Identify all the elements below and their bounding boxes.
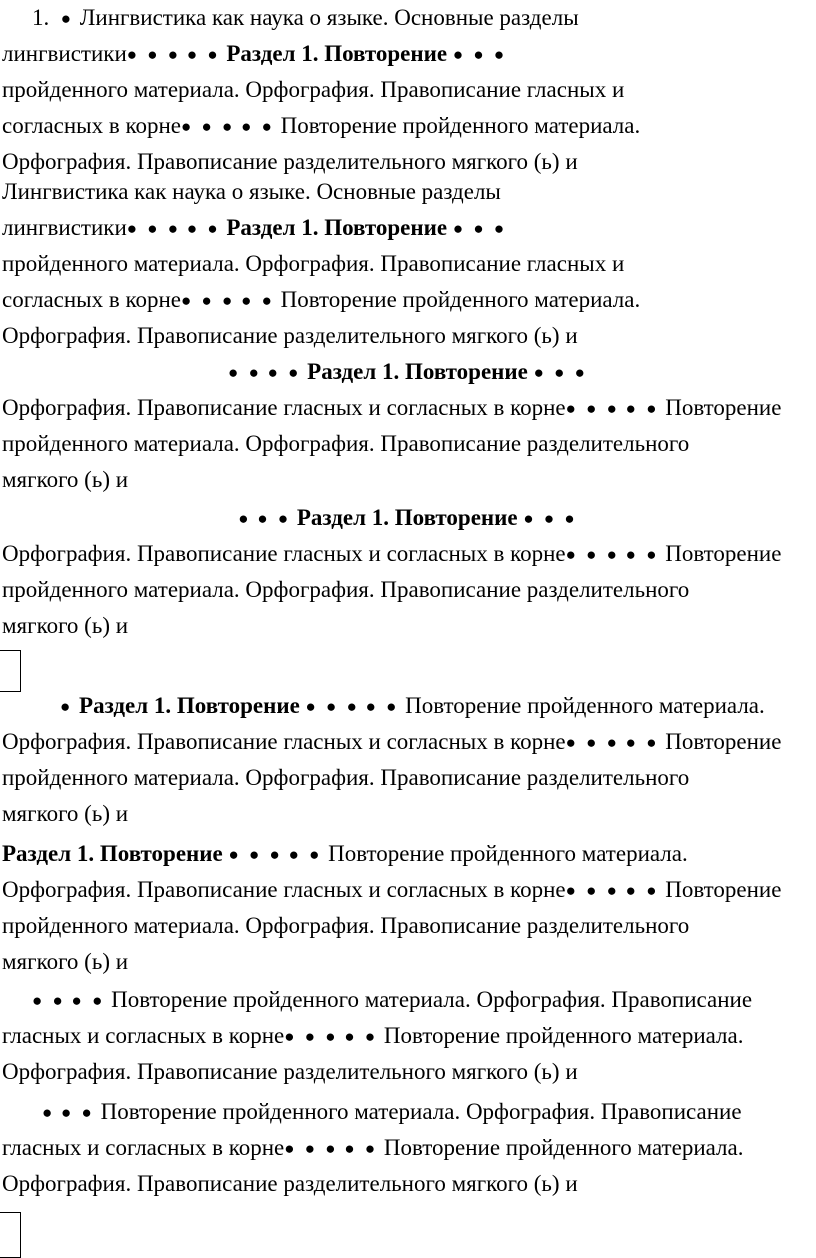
section-heading: Раздел 1. Повторение [226,41,448,66]
text-fragment: Повторение пройденного материала. [280,287,641,312]
bullet-group-icon: ● ● [625,733,660,752]
text-fragment: пройденного материала. Орфография. Правописание разделительного [2,577,690,602]
bullet-icon: ● [238,509,252,528]
text-line [2,72,814,108]
text-fragment: Лингвистика как наука о языке. Основные разделы [79,5,579,30]
text-line [2,0,814,36]
bullet-group-icon: ● ● [241,291,275,310]
text-fragment: Орфография. Правописание гласных и согласных в корне [2,729,566,754]
section-heading: Раздел 1. Повторение [79,693,300,718]
bullet-group-icon: ● ● ● [284,1027,339,1046]
text-line [2,688,814,724]
text-line [2,760,814,796]
text-line [2,210,814,246]
text-line [2,1054,814,1090]
list-number: 1. [32,5,50,30]
text-fragment: мягкого (ь) и [2,949,129,974]
text-fragment: Повторение пройденного материала. [383,1135,744,1160]
text-fragment: Повторение пройденного материала. Орфография. Правописание [100,1099,742,1124]
text-fragment: пройденного материала. Орфография. Правописание разделительного [2,913,690,938]
text-fragment: Орфография. Правописание разделительного мягкого (ь) и [2,149,578,174]
paragraph-2 [2,174,814,354]
text-line [2,872,814,908]
text-line [2,354,814,390]
bullet-group-icon: ● ● ● [565,881,620,900]
text-line [2,1094,814,1130]
bullet-group-icon: ● ● ● [565,733,620,752]
bullet-group-icon: ● ● [61,1103,95,1122]
text-line [2,174,814,210]
text-fragment: пройденного материала. Орфография. Правописание гласных и [2,77,625,102]
text-line [2,944,814,980]
bullet-group-icon: ● ● [365,697,400,716]
section-heading: Раздел 1. Повторение [296,505,518,530]
paragraph-4 [2,500,814,644]
text-fragment: гласных и согласных в корне [2,1023,285,1048]
paragraph-5 [2,688,814,832]
text-fragment: Повторение пройденного материала. [405,693,765,718]
bullet-group-icon: ● ● ● [181,117,236,136]
bullet-group-icon: ● ● ● [284,1139,339,1158]
paragraph-8 [2,1094,814,1202]
section-heading: Раздел 1. Повторение [2,841,223,866]
text-line [2,1018,814,1054]
bullet-group-icon: ● ● [344,1027,379,1046]
text-fragment: лингвистики [2,215,127,240]
text-fragment: Повторение [665,395,782,420]
paragraph-7 [2,982,814,1090]
bullet-group-icon: ● ● [625,881,660,900]
text-line [2,462,814,498]
bullet-icon: ● [60,697,74,716]
paragraph-6 [2,836,814,980]
bullet-group-icon: ● ● ● [523,509,578,528]
text-fragment: мягкого (ь) и [2,613,129,638]
text-line [2,246,814,282]
text-line [2,724,814,760]
text-fragment: гласных и согласных в корне [2,1135,285,1160]
bullet-group-icon: ● ● [267,363,302,382]
text-fragment: Повторение [665,877,782,902]
text-fragment: согласных в корне [2,113,182,138]
text-fragment: Орфография. Правописание разделительного мягкого (ь) и [2,1059,578,1084]
bullet-group-icon: ● ● ● [452,45,508,64]
text-fragment: Повторение пройденного материала. [383,1023,744,1048]
text-fragment: Орфография. Правописание гласных и согласных в корне [2,395,566,420]
bullet-group-icon: ● ● [71,991,106,1010]
text-fragment: пройденного материала. Орфография. Правописание гласных и [2,251,625,276]
text-fragment: Повторение [665,729,782,754]
text-line [2,836,814,872]
bullet-group-icon: ● ● [228,363,262,382]
bullet-group-icon: ● ● [625,399,660,418]
bullet-group-icon: ● ● ● [126,219,182,238]
bullet-group-icon: ● ● [186,45,221,64]
text-fragment: Орфография. Правописание гласных и согласных в корне [2,541,566,566]
section-heading: Раздел 1. Повторение [226,215,448,240]
text-fragment: Повторение пройденного материала. [280,113,641,138]
text-fragment: Орфография. Правописание разделительного мягкого (ь) и [2,323,578,348]
text-line [2,36,814,72]
text-line [2,572,814,608]
text-fragment: Повторение пройденного материала. [328,841,688,866]
text-fragment: согласных в корне [2,287,182,312]
text-line [2,108,814,144]
text-line [2,390,814,426]
text-line [2,282,814,318]
paragraph-3 [2,354,814,498]
bullet-group-icon: ● ● [288,845,323,864]
bullet-group-icon: ● ● ● [305,697,360,716]
bullet-group-icon: ● ● ● [126,45,182,64]
bullet-group-icon: ● ● [257,509,292,528]
text-fragment: пройденного материала. Орфография. Правописание разделительного [2,765,690,790]
text-line [2,908,814,944]
bullet-group-icon: ● ● [32,991,66,1010]
empty-frame [0,650,21,692]
bullet-group-icon: ● ● [625,545,660,564]
text-fragment: пройденного материала. Орфография. Правописание разделительного [2,431,690,456]
bullet-icon: ● [42,1103,56,1122]
text-fragment: Орфография. Правописание гласных и согласных в корне [2,877,566,902]
empty-frame [0,1212,21,1258]
text-line [2,1130,814,1166]
bullet-icon: ● [60,9,75,28]
text-line [2,608,814,644]
bullet-group-icon: ● ● [241,117,275,136]
text-fragment: мягкого (ь) и [2,467,129,492]
bullet-group-icon: ● ● ● [565,545,620,564]
text-fragment: Повторение пройденного материала. Орфография. Правописание [111,987,753,1012]
text-fragment: лингвистики [2,41,127,66]
bullet-group-icon: ● ● ● [181,291,236,310]
bullet-group-icon: ● ● [344,1139,379,1158]
bullet-group-icon: ● ● ● [565,399,620,418]
section-heading: Раздел 1. Повторение [307,359,528,384]
text-fragment: Лингвистика как наука о языке. Основные разделы [2,179,501,204]
bullet-group-icon: ● ● ● [533,363,588,382]
text-line [2,536,814,572]
text-line [2,796,814,832]
text-line [2,1166,814,1202]
text-fragment: Повторение [665,541,782,566]
paragraph-1 [2,0,814,180]
text-line [2,982,814,1018]
bullet-group-icon: ● ● ● [452,219,508,238]
text-fragment: мягкого (ь) и [2,801,129,826]
text-line [2,500,814,536]
text-fragment: Орфография. Правописание разделительного мягкого (ь) и [2,1171,578,1196]
bullet-group-icon: ● ● ● [228,845,283,864]
text-line [2,426,814,462]
text-line [2,318,814,354]
bullet-group-icon: ● ● [186,219,221,238]
